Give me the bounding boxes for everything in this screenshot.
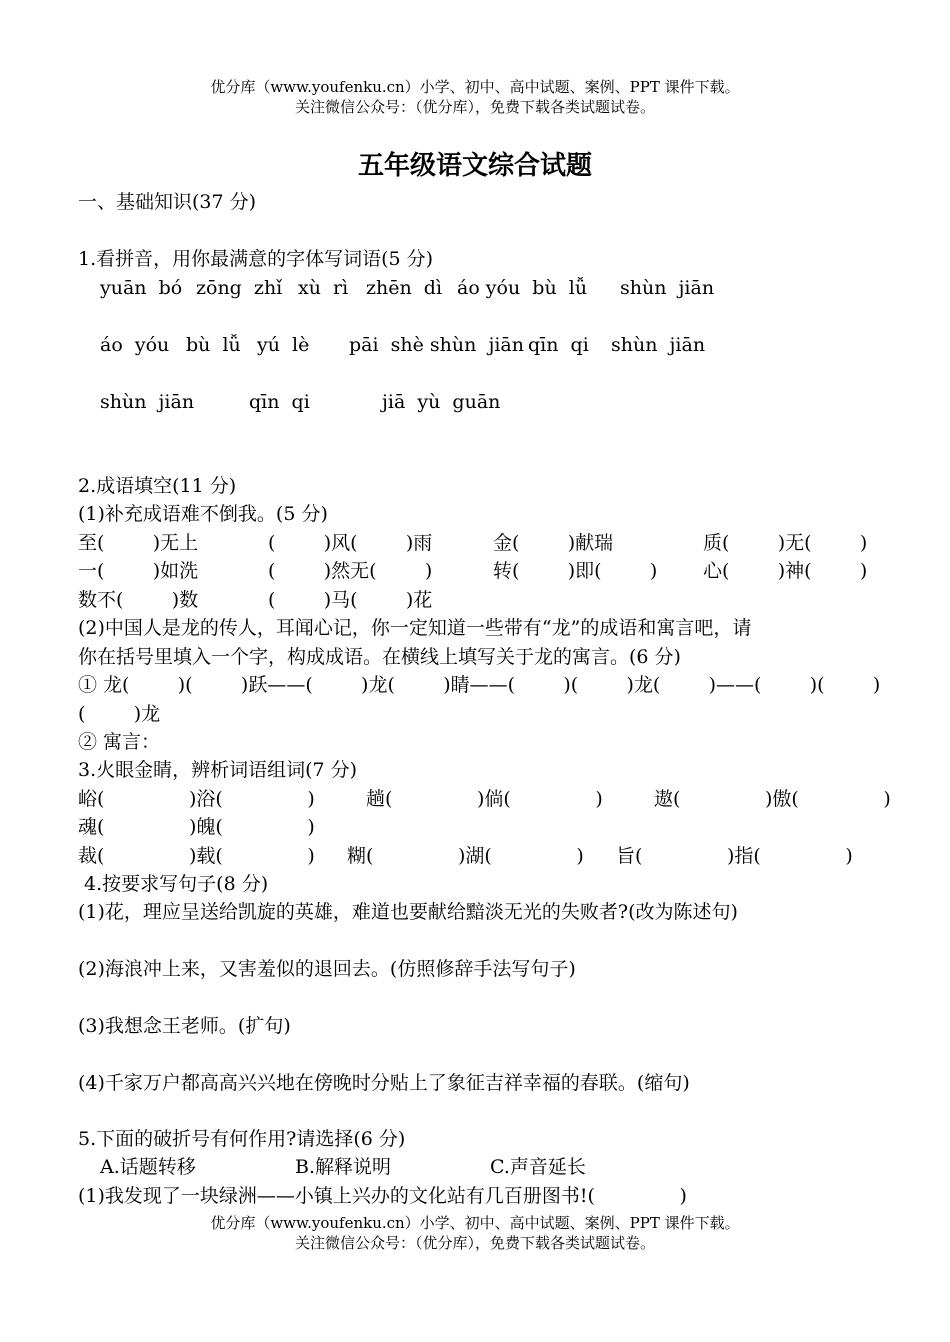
q4-sentence-1: (1)花，理应呈送给凯旋的英雄，难道也要献给黯淡无光的失败者?(改为陈述句) [78,901,738,923]
idiom-item: ( )然无( ) [268,560,433,582]
idiom-item: 一( )如洗 [78,560,199,582]
header-line-1: 优分库（www.youfenku.cn）小学、初中、高中试题、案例、PPT 课件下载。 [210,78,740,96]
q2-heading: 2.成语填空(11 分) [78,475,237,497]
pinyin-item: yú lè [257,334,310,356]
word-pair: 旨( )指( ) [616,845,853,867]
pinyin-item: zōng zhǐ [196,277,283,299]
q1-heading: 1.看拼音，用你最满意的字体写词语(5 分) [78,248,434,270]
q4-sentence-2: (2)海浪冲上来，又害羞似的退回去。(仿照修辞手法写句子) [78,958,576,980]
idiom-item: ( )马( )花 [268,589,433,611]
idiom-item: 金( )献瑞 [493,532,614,554]
pinyin-item: qīn qi [249,391,310,413]
pinyin-item: yuān bó [100,277,183,299]
section-heading: 一、基础知识(37 分) [78,191,257,213]
pinyin-item: áo yóu bù lǚ [457,277,588,299]
word-pair: 魂( )魄( ) [78,816,315,838]
pinyin-item: pāi shè shùn jiān [349,334,524,356]
pinyin-item: shùn jiān [611,334,706,356]
idiom-item: 数不( )数 [78,589,199,611]
word-pair: 糊( )湖( ) [347,845,584,867]
q5-heading: 5.下面的破折号有何作用?请选择(6 分) [78,1128,406,1150]
option-b: B.解释说明 [295,1156,392,1178]
pinyin-item: shùn jiān [100,391,195,413]
pinyin-item: qīn qi [528,334,589,356]
page-title: 五年级语文综合试题 [357,151,592,181]
word-pair: 遨( )傲( ) [654,788,891,810]
pinyin-item: xù rì [298,277,349,299]
q2-sub2-line1: (2)中国人是龙的传人，耳闻心记，你一定知道一些带有“龙”的成语和寓言吧，请 [78,617,752,639]
q2-sub1: (1)补充成语难不倒我。(5 分) [78,503,328,525]
footer-line-2: 关注微信公众号：（优分库），免费下载各类试题试卷。 [294,1234,655,1252]
word-pair: 趟( )倘( ) [366,788,603,810]
q4-sentence-4: (4)千家万户都高高兴兴地在傍晚时分贴上了象征吉祥幸福的春联。(缩句) [78,1072,690,1094]
pinyin-item: jiā yù guān [382,391,501,413]
q2-sub2-line2: 你在括号里填入一个字，构成成语。在横线上填写关于龙的寓言。(6 分) [78,646,681,668]
pinyin-item: shùn jiān [620,277,715,299]
q5-sentence-1: (1)我发现了一块绿洲——小镇上兴办的文化站有几百册图书!( ) [78,1185,687,1207]
idiom-item: 至( )无上 [78,532,199,554]
pinyin-item: áo yóu [100,334,170,356]
dragon-idiom-line: ① 龙( )( )跃——( )龙( )睛——( )( )龙( )——( )( ) [78,674,881,696]
header-line-2: 关注微信公众号：（优分库），免费下载各类试题试卷。 [294,98,655,116]
idiom-item: ( )风( )雨 [268,532,433,554]
idiom-item: 转( )即( ) [493,560,658,582]
q3-heading: 3.火眼金睛，辨析词语组词(7 分) [78,759,358,781]
q4-sentence-3: (3)我想念王老师。(扩句) [78,1015,291,1037]
option-a: A.话题转移 [100,1156,196,1178]
footer-line-1: 优分库（www.youfenku.cn）小学、初中、高中试题、案例、PPT 课件下载。 [210,1214,740,1232]
idiom-item: 心( )神( ) [703,560,868,582]
dragon-idiom-line-cont: ( )龙 [78,703,161,725]
word-pair: 裁( )载( ) [78,845,315,867]
fable-label: ② 寓言： [78,731,161,753]
q4-heading: 4.按要求写句子(8 分) [78,873,269,895]
pinyin-item: bù lǚ [186,334,241,356]
word-pair: 峪( )浴( ) [78,788,315,810]
pinyin-item: zhēn dì [366,277,443,299]
option-c: C.声音延长 [490,1156,586,1178]
idiom-item: 质( )无( ) [703,532,868,554]
